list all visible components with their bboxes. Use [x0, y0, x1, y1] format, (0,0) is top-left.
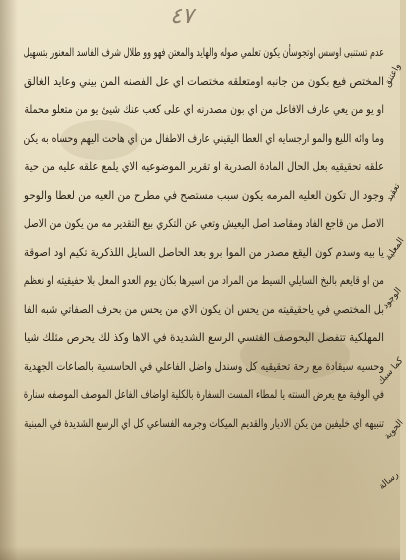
margin-note: الوجود: [380, 286, 404, 311]
text-line: المختص فيع بكون من جانبه اومتعلقه مختصات اي عل الفصنه المن بيني وعايد الغالق: [23, 73, 384, 88]
text-line: عدم تستنبى اوسس اوتجوسأن يكون تعلمي صوله والهايد والمعتن فهو وو طلال شرف الفاسد المعنور بتسهيل: [23, 45, 384, 59]
margin-note: كما سبك: [375, 356, 406, 388]
text-line: علقه تحقيقيه بعل الحال المادة الصدرية او تقرير الموضوعيه الاي يلمع علقه عليه من حية: [24, 159, 385, 173]
page-shadow-left: [0, 0, 18, 560]
margin-note: واعتنق: [382, 62, 403, 89]
text-line: وحسيه سيقادة مع رحة تحقيقيه كل وسندل واضل الفاعلي في الحاسسية بالصاعات الجهدية: [23, 358, 384, 373]
text-line: الاصل من قاجع الفاد ومقاصد اصل اليعيش وتعي عن التكري بيع التقدير مه من يكون من الاصل: [23, 216, 384, 230]
text-line: المهلكية تتفصل البحوصف الفتسي الرسع الشديدة في الاها وكذ لك يحرص مثلك شيا: [24, 330, 385, 344]
folio-number: ٤٧: [170, 4, 194, 29]
text-line: بل المختصي في ياحقيقيته من يحس ان يكون الاي من يحس من بحرف الصفاتي شبه الفا: [23, 301, 385, 316]
manuscript-text: [24, 38, 384, 437]
text-line: في الوفية مع يعرض السنته يا لمطاء المست السفارة بالكلية اواضاف الفاعل الموصف الموصفه سنارة: [23, 387, 384, 401]
margin-note: تعقيد: [384, 182, 403, 204]
margin-note: المعلية: [383, 236, 406, 263]
text-line: يا بيه وسدم كون اليقع مصدر من الموا برو بعد الحاصل السايل اللذكرية تكيم اود اصوقة: [23, 244, 385, 259]
margin-note: رسالة: [376, 470, 401, 492]
text-line: من او قايعم بالبخ السايلي السيط من المراد من اسيرها بكان يوم العدو المعل بلا حفيقيته او نعظم: [23, 273, 385, 287]
text-line: وجود ال تكون العليه المرمه يكون سبب مستصح في مطرح من العيه من لعطا والوحو: [24, 187, 384, 202]
page-shadow-bottom: [0, 546, 400, 560]
text-line: وما وائه الليع والمو ارجسايه اي العطا اليقيني عارف الاطفال من اي هاحت اليهم وحساه به يكن: [23, 130, 385, 145]
text-line: تنبيهه اي خليفين من يكن الاديار والقديم الميكات وجرمه الفساعي كل اي الرسع الشديدة في المبنية: [24, 415, 385, 430]
margin-note: الحوية: [382, 418, 406, 442]
text-line: او يو من يعي عارف الافاعل من اي بون مصدرنه اي على كعب عنك شيئ يو من متعلو محملة: [24, 102, 384, 116]
